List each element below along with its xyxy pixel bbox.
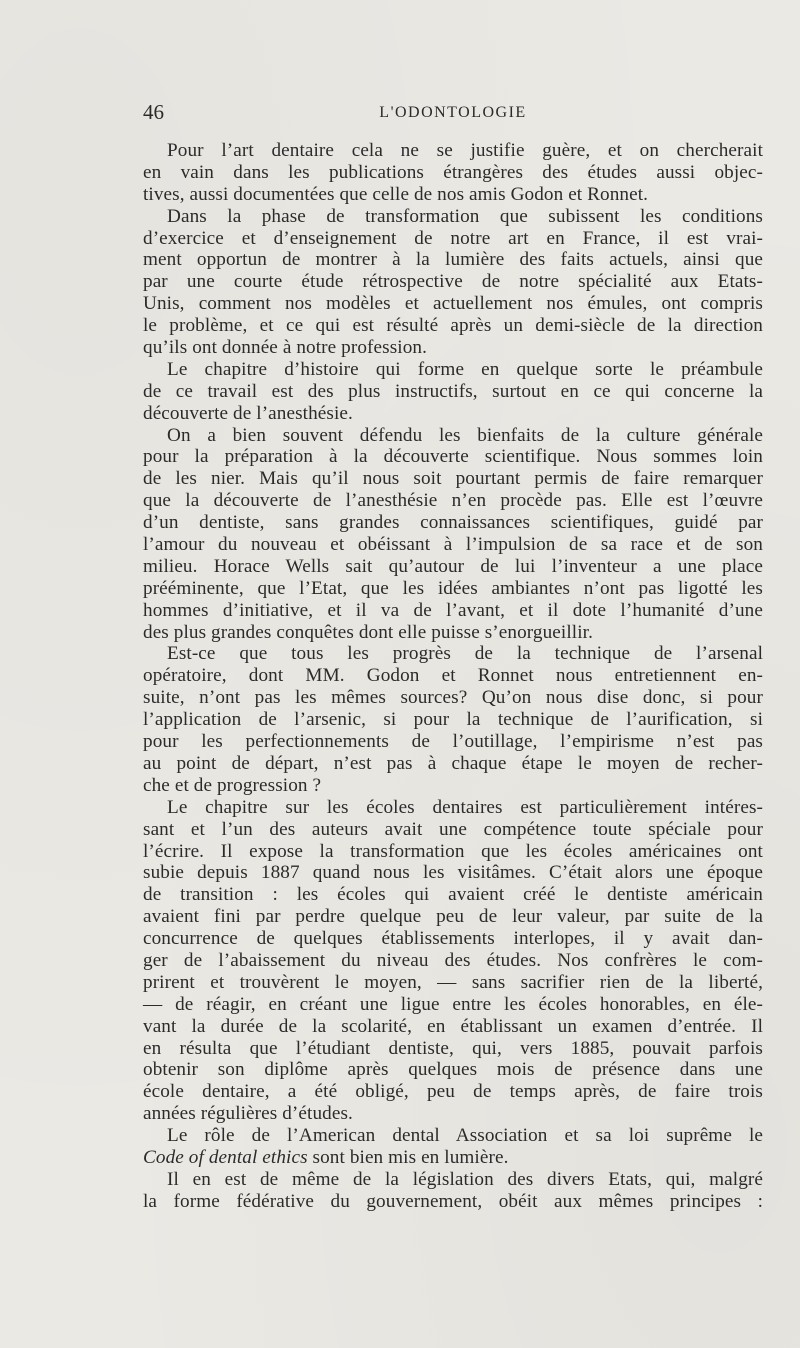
text-line: Le rôle de l’American dental Association et sa loi suprême le <box>167 1125 763 1147</box>
text-line: sant et l’un des auteurs avait une compétence toute spéciale pour <box>143 818 763 840</box>
italic-title: Code of dental ethics <box>143 1146 308 1168</box>
text-line: découverte de l’anesthésie. <box>143 402 353 424</box>
text-line: — de réagir, en créant une ligue entre les écoles honorables, en éle- <box>143 993 763 1015</box>
text-segment: sont bien mis en lumière. <box>307 1146 509 1168</box>
text-line: Il en est de même de la législation des divers Etats, qui, malgré <box>167 1168 763 1190</box>
text-line: au point de départ, n’est pas à chaque étape le moyen de recher- <box>143 752 763 774</box>
text-line: pour la préparation à la découverte scientifique. Nous sommes loin <box>143 446 763 468</box>
text-line: Dans la phase de transformation que subissent les conditions <box>167 205 763 227</box>
text-line: Est-ce que tous les progrès de la technique de l’arsenal <box>167 643 763 665</box>
text-line: vant la durée de la scolarité, en établissant un examen d’entrée. Il <box>143 1015 763 1037</box>
text-line: concurrence de quelques établissements interlopes, il y avait dan- <box>143 928 763 950</box>
text-line: l’écrire. Il expose la transformation que les écoles américaines ont <box>143 840 763 862</box>
text-line: années régulières d’études. <box>143 1103 353 1125</box>
text-line: Unis, comment nos modèles et actuellement nos émules, ont compris <box>143 293 763 315</box>
text-line: ger de l’abaissement du niveau des études. Nos confrères le com- <box>143 949 763 971</box>
text-line: ment opportun de montrer à la lumière des faits actuels, ainsi que <box>143 249 763 271</box>
text-line: suite, n’ont pas les mêmes sources? Qu’on nous dise donc, si pour <box>143 687 763 709</box>
text-line: d’un dentiste, sans grandes connaissances scientifiques, guidé par <box>143 512 763 534</box>
text-line: Le chapitre d’histoire qui forme en quelque sorte le préambule <box>167 358 763 380</box>
text-line: des plus grandes conquêtes dont elle puisse s’enorgueillir. <box>143 621 593 643</box>
text-line: école dentaire, a été obligé, peu de temps après, de faire trois <box>143 1081 763 1103</box>
text-line: milieu. Horace Wells sait qu’autour de lui l’inventeur a une place <box>143 555 763 577</box>
text-line: avaient fini par perdre quelque peu de leur valeur, par suite de la <box>143 906 763 928</box>
text-line: l’application de l’arsenic, si pour la technique de l’aurification, si <box>143 709 763 731</box>
page-number: 46 <box>143 100 164 124</box>
page-header <box>143 100 763 124</box>
text-line: On a bien souvent défendu les bienfaits de la culture générale <box>167 424 763 446</box>
text-line: par une courte étude rétrospective de notre spécialité aux Etats- <box>143 271 763 293</box>
text-line: de ce travail est des plus instructifs, surtout en ce qui concerne la <box>143 380 763 402</box>
text-line: qu’ils ont donnée à notre profession. <box>143 337 427 359</box>
text-line: prirent et trouvèrent le moyen, — sans sacrifier rien de la liberté, <box>143 971 763 993</box>
text-line: prééminente, que l’Etat, que les idées ambiantes n’ont pas ligotté les <box>143 577 763 599</box>
text-line: en vain dans les publications étrangères des études aussi objec- <box>143 161 763 183</box>
text-line: l’amour du nouveau et obéissant à l’impulsion de sa race et de son <box>143 534 763 556</box>
text-line: que la découverte de l’anesthésie n’en procède pas. Elle est l’œuvre <box>143 490 763 512</box>
body-text <box>143 140 763 1213</box>
running-head: L'ODONTOLOGIE <box>379 104 527 121</box>
text-line: hommes d’initiative, et il va de l’avant, et il dote l’humanité d’une <box>143 599 763 621</box>
text-line: subie depuis 1887 quand nous les visitâmes. C’était alors une époque <box>143 862 763 884</box>
text-line: Le chapitre sur les écoles dentaires est particulièrement intéres- <box>167 796 763 818</box>
text-line: de transition : les écoles qui avaient créé le dentiste américain <box>143 884 763 906</box>
text-line: de les nier. Mais qu’il nous soit pourtant permis de faire remarquer <box>143 468 763 490</box>
text-line: opératoire, dont MM. Godon et Ronnet nous entretiennent en- <box>143 665 763 687</box>
text-line: d’exercice et d’enseignement de notre art en France, il est vrai- <box>143 227 763 249</box>
text-line: tives, aussi documentées que celle de nos amis Godon et Ronnet. <box>143 183 649 205</box>
text-line: che et de progression ? <box>143 774 322 796</box>
text-line <box>143 1147 763 1169</box>
text-line: le problème, et ce qui est résulté après un demi-siècle de la direction <box>143 315 763 337</box>
text-line: la forme fédérative du gouvernement, obéit aux mêmes principes : <box>143 1190 763 1212</box>
text-line: Pour l’art dentaire cela ne se justifie guère, et on chercherait <box>167 140 763 161</box>
text-line: pour les perfectionnements de l’outillage, l’empirisme n’est pas <box>143 731 763 753</box>
text-line: obtenir son diplôme après quelques mois de présence dans une <box>143 1059 763 1081</box>
text-line: en résulta que l’étudiant dentiste, qui, vers 1885, pouvait parfois <box>143 1037 763 1059</box>
